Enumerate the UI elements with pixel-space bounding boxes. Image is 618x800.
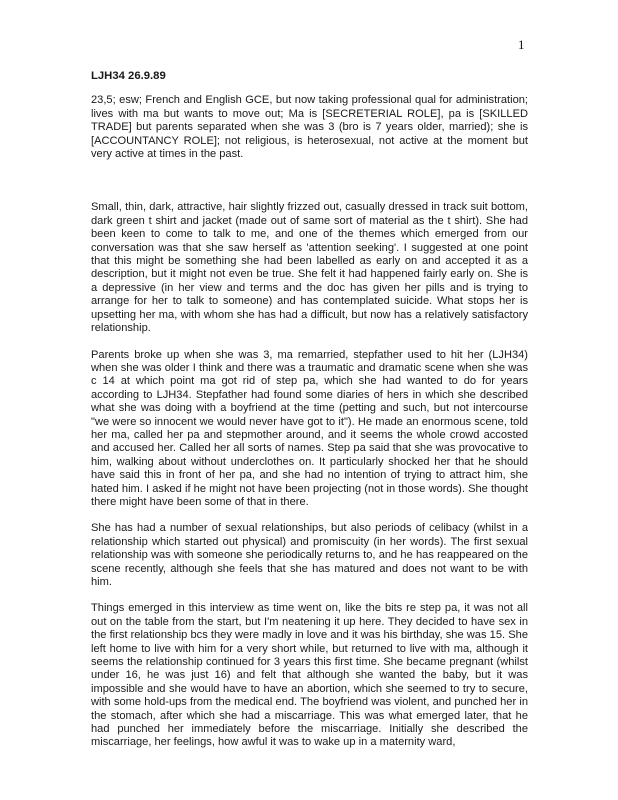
paragraph-relationships: She has had a number of sexual relationships, but also periods of celibacy (whilst in a relationship which started out physical) and promiscuity (in her words). The first sexual relationship was with someone she periodically returns to, and he has reappeared on the scene recently, although she feels that she has matured and does not want to be with him. bbox=[91, 522, 528, 588]
document-body bbox=[91, 70, 528, 763]
paragraph-first-relationship: Things emerged in this interview as time went on, like the bits re step pa, it was not all out on the table from the start, but I'm neatening it up here. They decided to have sex in the first relationship bcs they were madly in love and it was his birthday, she was 15. She left home to live with him for a very short while, but returned to live with ma, although it seems the relationship continued for 3 years this first time. She became pregnant (whilst under 16, he was just 16) and felt that although she wanted the baby, but it was impossible and she would have to have an abortion, which she seemed to try to secure, with some hold-ups from the medical end. The boyfriend was violent, and punched her in the stomach, after which she had a miscarriage. This was what emerged later, that he had punched her immediately before the miscarriage. Initially she described the miscarriage, her feelings, how awful it was to wake up in a maternity ward, bbox=[91, 602, 528, 749]
document-heading: LJH34 26.9.89 bbox=[91, 70, 166, 82]
paragraph-respondent-summary: 23,5; esw; French and English GCE, but now taking professional qual for administration; lives with ma but wants to move out; Ma is [SECRETERIAL ROLE], pa is [SKILLED TRADE] but parents separated when she was 3 (bro is 7 years older, married); she is [ACCOUNTANCY ROLE]; not religious, is heterosexual, not active at the moment but very active at times in the past. bbox=[91, 94, 528, 161]
paragraph-family-history: Parents broke up when she was 3, ma remarried, stepfather used to hit her (LJH34) when she was older I think and there was a traumatic and dramatic scene when she was c 14 at which point ma got rid of step pa, which she had wanted to do for years according to LJH34. Stepfather had found some diaries of hers in which she described what she was doing with a boyfriend at the time (petting and such, but not intercourse "we were so innocent we would never have got to it"). He made an enormous scene, told her ma, called her pa and stepmother around, and it seems the whole crowd accosted and accused her. Called her all sorts of names. Step pa said that she was provocative to him, walking about without underclothes on. It particularly shocked her that he should have said this in front of her pa, and she had no intention of trying to attract him, she hated him. I asked if he might not have been projecting (not in those words). She thought there might have been some of that in there. bbox=[91, 348, 528, 508]
page-number: 1 bbox=[518, 37, 525, 52]
paragraph-description: Small, thin, dark, attractive, hair slightly frizzed out, casually dressed in track suit bottom, dark green t shirt and jacket (made out of same sort of material as the t shirt). She had been keen to come to talk to me, and one of the themes which emerged from our conversation was that she saw herself as 'attention seeking'. I suggested at one point that this might be something she had been labelled as early on and accepted it as a description, but it might not even be true. She felt it had happened fairly early on. She is a depressive (in her view and terms and the doc has given her pills and is trying to arrange for her to talk to someone) and has contemplated suicide. What stops her is upsetting her ma, with whom she has had a difficult, but now has a relatively satisfactory relationship. bbox=[91, 201, 528, 335]
